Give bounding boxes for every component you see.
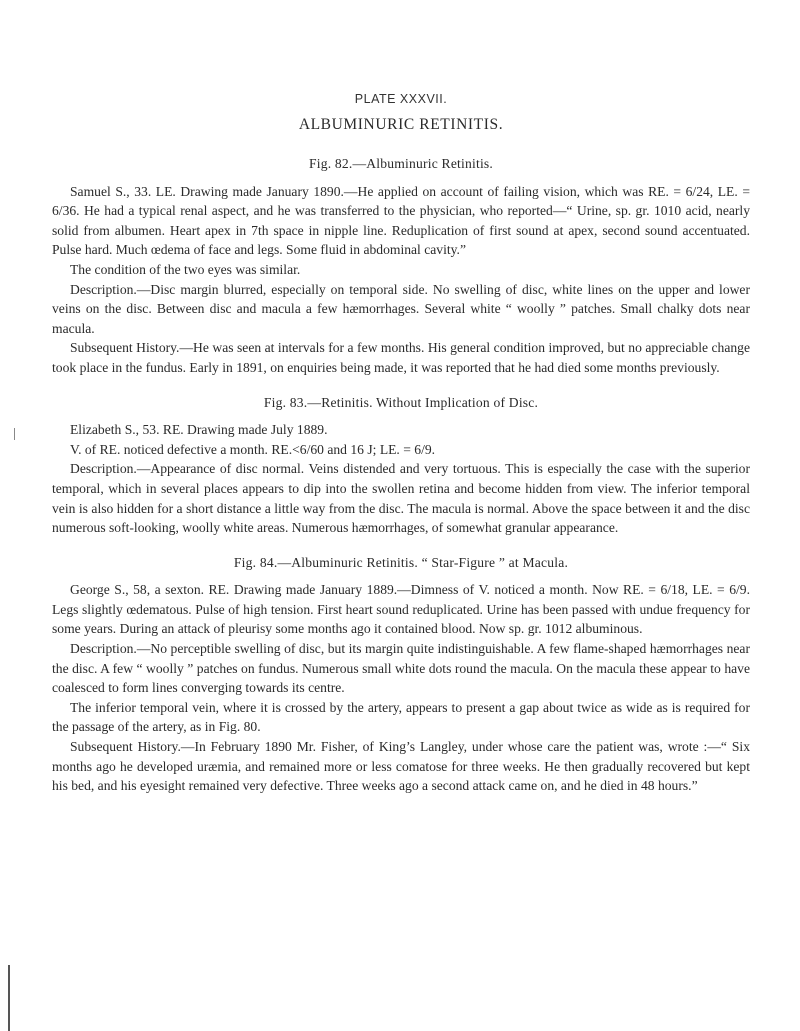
body-text [52, 154, 750, 796]
fig-84-heading: Fig. 84.—Albuminuric Retinitis. “ Star-Figure ” at Macula. [233, 554, 569, 570]
fig-83-vision: V. of RE. noticed defective a month. RE.<6/60 and 16 J; LE. = 6/9. [70, 441, 436, 457]
margin-mark [14, 428, 19, 440]
fig-82-condition: The condition of the two eyes was similar. [70, 261, 301, 277]
fig-82-history: Subsequent History.—He was seen at intervals for a few months. His general condition improved, but no appreciable change took place in the fundus. Early in 1891, on enquiries being made, it was reported that he had died some months previously. [52, 340, 750, 375]
fig-84-history: Subsequent History.—In February 1890 Mr. Fisher, of King’s Langley, under whose care the patient was, wrote :—“ Six months ago he developed uræmia, and remained more or less comatose for three weeks. He then gradually recovered but kept his bed, and his eyesight remained very defective. Three weeks ago a second attack came on, and he died in 48 hours.” [52, 739, 750, 794]
fig-84-vein-note: The inferior temporal vein, where it is crossed by the artery, appears to present a gap about twice as wide as is required for the passage of the artery, as in Fig. 80. [52, 699, 750, 735]
fig-82-description: Description.—Disc margin blurred, especially on temporal side. No swelling of disc, white lines on the upper and lower veins on the disc. Between disc and macula a few hæmorrhages. Several white “ woolly ” patches. Small chalky dots near macula. [52, 281, 750, 336]
fig-83-heading: Fig. 83.—Retinitis. Without Implication of Disc. [263, 394, 539, 410]
fig-82-case: Samuel S., 33. LE. Drawing made January 1890.—He applied on account of failing vision, which was RE. = 6/24, LE. = 6/36. He had a typical renal aspect, and he was transferred to the physician, who reported—“ Urine, sp. gr. 1010 acid, nearly solid from albumen. Heart apex in 7th space in nipple line. Reduplication of first sound at apex, second sound accentuated. Pulse hard. Much œdema of face and legs. Some fluid in abdominal cavity.” [52, 183, 750, 258]
page-edge-mark [8, 965, 10, 1031]
fig-84-description: Description.—No perceptible swelling of disc, but its margin quite indistinguishable. A few flame-shaped hæmorrhages near the disc. A few “ woolly ” patches on fundus. Numerous small white dots round the macula. On the macula these appear to have coalesced to form lines converging towards its centre. [52, 641, 750, 696]
fig-83-case: Elizabeth S., 53. RE. Drawing made July 1889. [70, 422, 328, 438]
page-title: ALBUMINURIC RETINITIS. [298, 116, 504, 133]
fig-82-heading: Fig. 82.—Albuminuric Retinitis. [308, 156, 494, 171]
plate-label: PLATE XXXVII. [354, 92, 448, 106]
fig-84-case: George S., 58, a sexton. RE. Drawing made January 1889.—Dimness of V. noticed a month. Now RE. = 6/18, LE. = 6/9. Legs slightly œdematous. Pulse of high tension. First heart sound reduplicated. Urine has been passed with undue frequency for some years. During an attack of pleurisy some months ago it contained blood. Now sp. gr. 1012 albuminous. [52, 582, 750, 637]
fig-83-description: Description.—Appearance of disc normal. Veins distended and very tortuous. This is especially the case with the superior temporal, which in several places appears to dip into the swollen retina and become hidden from view. The inferior temporal vein is also hidden for a short distance a little way from the disc. The macula is normal. Above the space between it and the disc numerous soft-looking, woolly white areas. Numerous hæmorrhages, of somewhat granular appearance. [52, 461, 750, 536]
